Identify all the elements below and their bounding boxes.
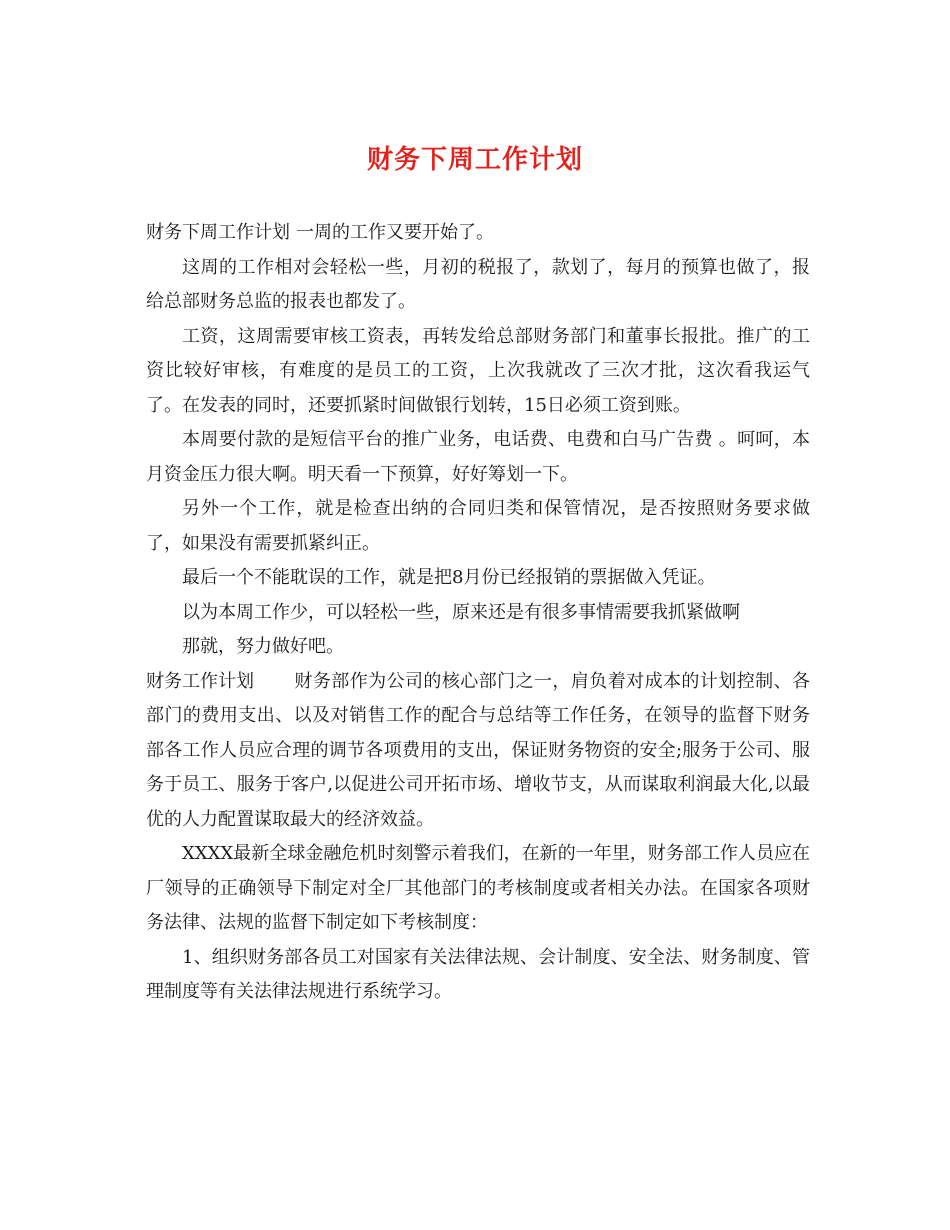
paragraph-lead-label: 财务下周工作计划 — [146, 222, 290, 243]
document-title: 财务下周工作计划 — [366, 145, 583, 175]
paragraph: 以为本周工作少，可以轻松一些，原来还是有很多事情需要我抓紧做啊 — [182, 601, 740, 623]
paragraph-section — [146, 665, 810, 838]
paragraph-text: 一周的工作又要开始了。 — [296, 222, 494, 243]
paragraph: 工资，这周需要审核工资表，再转发给总部财务部门和董事长报批。推广的工资比较好审核，有难度的是员工的工资，上次我就改了三次才批，这次看我运气了。在发表的同时，还要抓紧时间做银行划转，15日必须工资到账。 — [146, 325, 810, 416]
paragraph-text: 财务部作为公司的核心部门之一，肩负着对成本的计划控制、各部门的费用支出、以及对销售工作的配合与总结等工作任务，在领导的监督下财务部各工作人员应合理的调节各项费用的支出，保证财务物资的安全;服务于公司、服务于员工、服务于客户,以促进公司开拓市场、增收节支，从而谋取利润最大化,以最优的人力配置谋取最大的经济效益。 — [146, 670, 810, 830]
document-body — [146, 216, 810, 1010]
paragraph: 本周要付款的是短信平台的推广业务，电话费、电费和白马广告费 。呵呵，本月资金压力很大啊。明天看一下预算，好好筹划一下。 — [146, 429, 810, 485]
paragraph: 另外一个工作，就是检查出纳的合同归类和保管情况，是否按照财务要求做了，如果没有需要抓紧纠正。 — [146, 498, 810, 554]
paragraph-intro — [146, 216, 810, 251]
paragraph: 那就，努力做好吧。 — [182, 636, 344, 657]
paragraph: 这周的工作相对会轻松一些，月初的税报了，款划了，每月的预算也做了，报给总部财务总监的报表也都发了。 — [146, 256, 810, 312]
paragraph: XXXX最新全球金融危机时刻警示着我们，在新的一年里，财务部工作人员应在厂领导的正确领导下制定对全厂其他部门的考核制度或者相关办法。在国家各项财务法律、法规的监督下制定如下考核制度： — [146, 843, 810, 933]
paragraph: 最后一个不能耽误的工作，就是把8月份已经报销的票据做入凭证。 — [182, 567, 716, 588]
paragraph-lead-label: 财务工作计划 — [146, 670, 254, 692]
paragraph: 1、组织财务部各员工对国家有关法律法规、会计制度、安全法、财务制度、管理制度等有关法律法规进行系统学习。 — [146, 946, 810, 1002]
